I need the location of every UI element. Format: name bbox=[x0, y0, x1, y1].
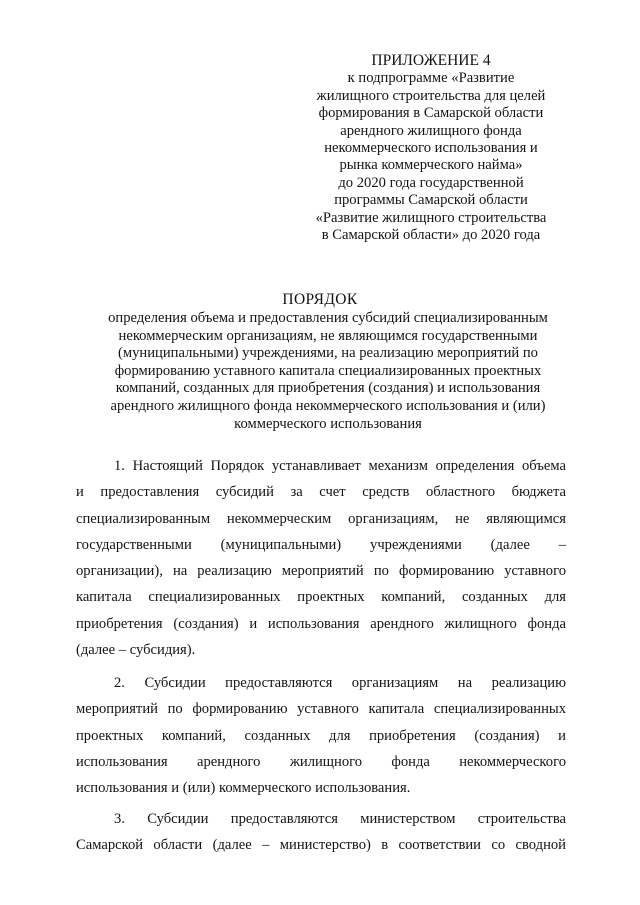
order-subtitle bbox=[85, 310, 571, 433]
paragraph-line: мероприятий по формированию уставного капитала специализированных bbox=[76, 701, 566, 718]
order-subtitle-line: арендного жилищного фонда некоммерческого использования и (или) bbox=[110, 397, 546, 414]
appendix-title: ПРИЛОЖЕНИЕ 4 bbox=[371, 52, 491, 69]
paragraph-line: (далее – субсидия). bbox=[76, 642, 196, 659]
paragraph-line: проектных компаний, созданных для приобретения (создания) и bbox=[76, 727, 566, 744]
appendix-line: в Самарской области» до 2020 года bbox=[321, 227, 541, 244]
paragraph-line: специализированным некоммерческим организациям, не являющимся bbox=[76, 510, 566, 527]
appendix-header bbox=[300, 52, 562, 244]
appendix-line: некоммерческого использования и bbox=[324, 140, 538, 157]
paragraph-line: использования арендного жилищного фонда некоммерческого bbox=[76, 753, 566, 770]
paragraph-line: 2. Субсидии предоставляются организациям на реализацию bbox=[114, 675, 566, 691]
paragraph-line: государственными (муниципальными) учреждениями (далее – bbox=[76, 536, 566, 553]
appendix-line: рынка коммерческого найма» bbox=[339, 157, 523, 174]
appendix-line: арендного жилищного фонда bbox=[340, 122, 522, 139]
paragraph-line: приобретения (создания) и использования арендного жилищного фонда bbox=[76, 615, 566, 632]
order-title: ПОРЯДОК bbox=[282, 291, 358, 308]
paragraph-line: Самарской области (далее – министерство) в соответствии со сводной bbox=[76, 837, 566, 854]
paragraph-line: 3. Субсидии предоставляются министерством строительства bbox=[114, 811, 566, 827]
paragraph-line: и предоставления субсидий за счет средств областного бюджета bbox=[76, 484, 566, 501]
order-subtitle-line: компаний, созданных для приобретения (создания) и использования bbox=[115, 380, 541, 397]
appendix-line: жилищного строительства для целей bbox=[316, 87, 546, 104]
appendix-line: к подпрограмме «Развитие bbox=[347, 70, 515, 87]
paragraph-line: 1. Настоящий Порядок устанавливает механизм определения объема bbox=[114, 458, 566, 474]
paragraph-3 bbox=[76, 806, 566, 859]
paragraph-line: организации), на реализацию мероприятий по формированию уставного bbox=[76, 563, 566, 580]
paragraph-line: капитала специализированных проектных компаний, созданных для bbox=[76, 589, 566, 606]
order-subtitle-line: (муниципальными) учреждениями, на реализацию мероприятий по bbox=[118, 345, 538, 362]
order-subtitle-line: формированию уставного капитала специализированных проектных bbox=[114, 362, 542, 379]
order-subtitle-line: коммерческого использования bbox=[234, 415, 422, 432]
appendix-line: формирования в Самарской области bbox=[318, 105, 544, 122]
paragraph-1 bbox=[76, 453, 566, 663]
order-subtitle-line: определения объема и предоставления субсидий специализированным bbox=[108, 310, 548, 326]
paragraph-line: использования и (или) коммерческого использования. bbox=[76, 780, 411, 797]
paragraph-2 bbox=[76, 670, 566, 801]
appendix-line: программы Самарской области bbox=[334, 192, 528, 209]
appendix-line: «Развитие жилищного строительства bbox=[315, 209, 547, 226]
order-subtitle-line: некоммерческим организациям, не являющимся государственными bbox=[118, 327, 538, 344]
appendix-line: до 2020 года государственной bbox=[338, 174, 524, 191]
